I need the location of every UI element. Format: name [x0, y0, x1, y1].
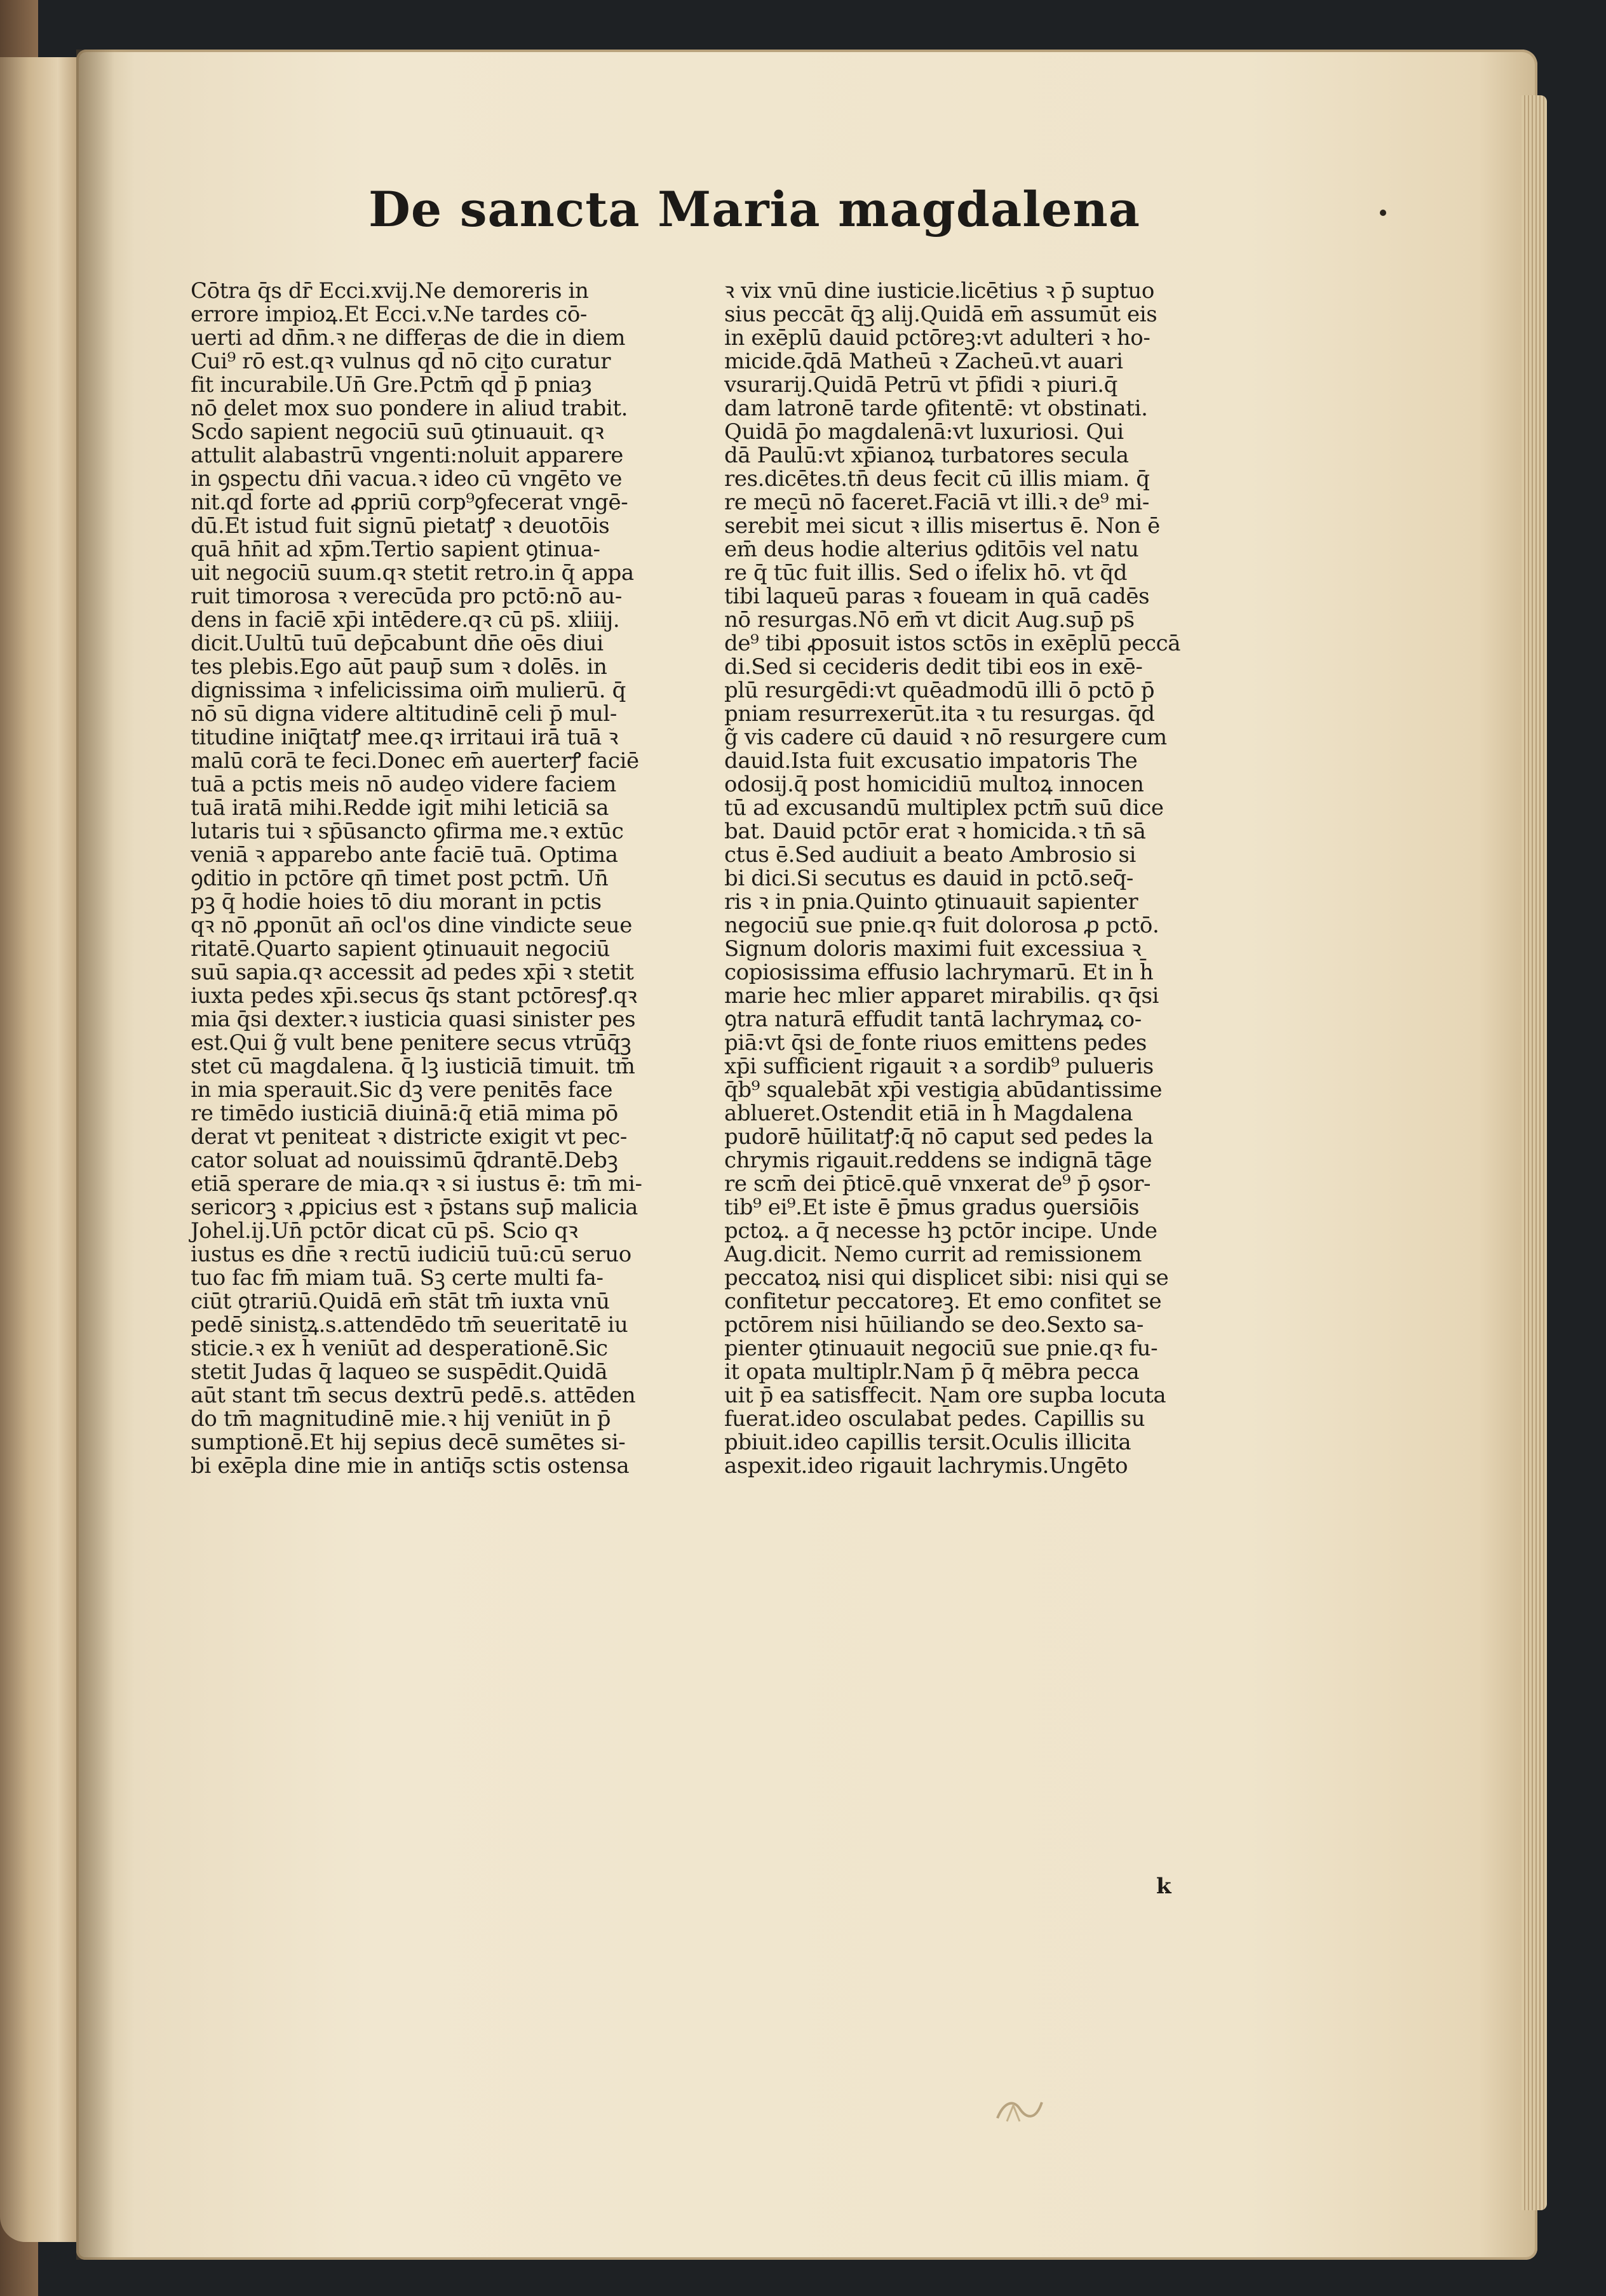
text-line: aspexit.ideo rigauit lachrymis.Ungēto	[724, 1453, 1128, 1479]
text-line: vsurarij.Quidā Petrū vt p̄fidi ꝛ piuri.q̄	[724, 372, 1118, 398]
text-line: cator soluat ad nouissimū q̄drantē.Debꝫ	[191, 1148, 618, 1173]
text-line: sericorꝫ ꝛ ꝓpicius est ꝛ p̄stans sup̄ malicia	[191, 1195, 638, 1220]
text-line: re q̄ tūc fuit illis. Sed o ifelix hō. vt q̄d	[724, 560, 1128, 586]
text-line: pbiuit.ideo capillis tersit.Oculis illicita	[724, 1430, 1131, 1455]
text-line: piā:vt q̄si de fonte riuos emittens pedes	[724, 1030, 1147, 1056]
text-line: peccatoꝝ nisi qui displicet sibi: nisi qui se	[724, 1265, 1169, 1291]
text-line: copiosissima effusio lachrymarū. Et in h̄	[724, 960, 1154, 985]
text-line: pctōrem nisi hūiliando se deo.Sexto sa‑	[724, 1312, 1144, 1338]
text-line: tibi laqueū paras ꝛ foueam in quā cadēs	[724, 584, 1150, 609]
text-line: do tm̄ magnitudinē mie.ꝛ hij veniūt in p̄	[191, 1406, 611, 1432]
text-line: ꝛ vix vnū dine iusticie.licētius ꝛ p̄ suptuo	[724, 278, 1154, 304]
text-line: suū sapia.qꝛ accessit ad pedes xp̄i ꝛ stetit	[191, 960, 634, 985]
stain-mark	[991, 2090, 1048, 2128]
text-column-right	[724, 279, 1232, 1478]
text-line: confitetur peccatoreꝫ. Et emo confitet̄ se	[724, 1289, 1162, 1314]
text-line: Cui⁹ rō est.qꝛ vulnus qd̄ nō cito curatur	[191, 349, 611, 374]
text-line: bi exēpla dine mie in antiq̄s sctis ostensa	[191, 1453, 630, 1479]
text-line: in exēplū dauid pctōreꝫ:vt adulteri ꝛ ho‑	[724, 325, 1151, 351]
text-line: mia q̄si dexter.ꝛ iusticia quasi sinister pes	[191, 1007, 636, 1032]
text-line: attulit alabastrū vngenti:noluit apparere	[191, 443, 624, 468]
text-line: uit negociū suum.qꝛ stetit retro.in q̄ appa	[191, 560, 634, 586]
text-line: iuxta pedes xp̄i.secus q̄s stant pctōresꝭ.qꝛ	[191, 983, 637, 1009]
text-line: Johel.ij.Un̄ pctōr dicat cū ps̄. Scio qꝛ	[191, 1218, 578, 1244]
text-line: tuo fac fm̄ miam tuā. Sꝫ certe multi fa‑	[191, 1265, 604, 1291]
text-line: est.Qui g̃ vult bene penitere secus vtrūq̄ꝫ	[191, 1030, 631, 1056]
text-line: dicit.Uultū tuū dep̄cabunt dn̄e oēs diui	[191, 631, 604, 656]
text-line: de⁹ tibi ꝓposuit istos sctōs in exēplū peccā	[724, 631, 1181, 656]
text-line: ritatē.Quarto sapient ꝯtinuauit negociū	[191, 936, 611, 962]
text-line: pniam resurrexerūt.ita ꝛ tu resurgas. q̄d	[724, 701, 1155, 727]
text-line: malū corā te feci.Donec em̄ auerterꝭ faciē	[191, 748, 639, 774]
text-line: Aug.dicit. Nemo currit ad remissionem	[724, 1242, 1142, 1267]
page-stack-edge	[1522, 95, 1547, 2210]
text-line: iustus es dn̄e ꝛ rectū iudiciū tuū:cū seruo	[191, 1242, 631, 1267]
text-line: derat vt peniteat ꝛ districte exigit vt pec‑	[191, 1124, 627, 1150]
text-line: dauid.Ista fuit excusatio impatoris The	[724, 748, 1138, 774]
text-line: chrymis rigauit.reddens se indignā tāge	[724, 1148, 1152, 1173]
text-line: fit incurabile.Un̄ Gre.Pctm̄ qd̄ p̄ pniaȝ	[191, 372, 592, 398]
text-line: Signum doloris maximi fuit excessiua ꝛ	[724, 936, 1142, 962]
text-line: q̄b⁹ squalebāt xp̄i vestigia abūdantissime	[724, 1077, 1163, 1103]
text-line: re scm̄ dei p̄ticē.quē vnxerat de⁹ p̄ ꝯsor‑	[724, 1171, 1151, 1197]
text-line: pedē sinistꝝ.s.attendēdo tm̄ seueritatē iu	[191, 1312, 628, 1338]
text-line: tib⁹ ei⁹.Et iste ē p̄mus gradus ꝯuersiōis	[724, 1195, 1140, 1220]
text-line: fuerat.ideo osculabat̄ pedes. Capillis su	[724, 1406, 1145, 1432]
facing-page-edge	[0, 57, 83, 2242]
text-line: ruit timorosa ꝛ verecūda pro pctō:nō au‑	[191, 584, 622, 609]
text-line: dū.Et istud fuit signū pietatꝭ ꝛ deuotōis	[191, 513, 610, 539]
text-line: re mecū nō faceret.Faciā vt illi.ꝛ de⁹ mi‑	[724, 490, 1149, 515]
text-line: ꝯditio in pctōre qn̄ timet post pctm̄. Un̄	[191, 866, 609, 891]
text-line: tes plebis.Ego aūt paup̄ sum ꝛ dolēs. in	[191, 654, 607, 680]
text-line: odosij.q̄ post homicidiū multoꝝ innocen	[724, 772, 1144, 797]
text-line: dā Paulū:vt xp̄ianoꝝ turbatores secula	[724, 443, 1129, 468]
text-line: veniā ꝛ apparebo ante faciē tuā. Optima	[191, 842, 618, 868]
text-line: dens in faciē xp̄i intēdere.qꝛ cū ps̄. xliiij.	[191, 607, 620, 633]
ink-dot	[1380, 210, 1386, 216]
text-line: pudorē hūilitatꝭ:q̄ nō caput sed pedes la	[724, 1124, 1154, 1150]
text-line: dignissima ꝛ infelicissima oim̄ mulierū. q̄	[191, 678, 626, 703]
text-line: micide.q̄dā Matheū ꝛ Zacheū.vt auari	[724, 349, 1123, 374]
text-line: lutaris tui ꝛ sp̄ūsancto ꝯfirma me.ꝛ extūc	[191, 819, 624, 844]
signature-mark: k	[1156, 1874, 1171, 1899]
text-line: titudine iniq̄tatꝭ mee.qꝛ irritaui irā tuā ꝛ	[191, 725, 618, 750]
text-line: Scd̄o sapient negociū suū ꝯtinuauit. qꝛ	[191, 419, 604, 445]
text-line: nō resurgas.Nō em̄ vt dicit Aug.sup̄ ps̄	[724, 607, 1135, 633]
text-line: in ꝯspectu dn̄i vacua.ꝛ ideo cū vngēto ve	[191, 466, 623, 492]
text-line: aūt stant tm̄ secus dextrū pedē.s. attēden	[191, 1383, 636, 1408]
text-line: uit p̄ ea satisffecit. Nam ore supba locuta	[724, 1383, 1166, 1408]
text-line: pienter ꝯtinuauit negociū sue pnie.qꝛ fu‑	[724, 1336, 1158, 1361]
text-line: qꝛ nō ꝓponūt an̄ ocl'os dine vindicte seue	[191, 913, 632, 938]
text-line: in mia sperauit.Sic dꝫ vere penitēs face	[191, 1077, 613, 1103]
text-line: Quidā p̄o magdalenā:vt luxuriosi. Qui	[724, 419, 1124, 445]
text-line: xp̄i sufficient̄ rigauit ꝛ a sordib⁹ pulueris	[724, 1054, 1154, 1079]
text-line: errore impioꝝ.Et Ecci.v.Ne tardes cō‑	[191, 302, 588, 327]
text-line: Cōtra q̄s dr̄ Ecci.xvij.Ne demoreris in	[191, 278, 589, 304]
text-line: bi dici.Si secutus es dauid in pctō.seq̄‑	[724, 866, 1134, 891]
text-line: marie hec mlier apparet mirabilis. qꝛ q̄si	[724, 983, 1159, 1009]
gutter-shadow	[76, 50, 114, 2260]
text-line: stetit Judas q̄ laqueo se suspēdit.Quidā	[191, 1359, 608, 1385]
text-line: plū resurgēdi:vt quēadmodū illi ō pctō p̄	[724, 678, 1155, 703]
text-line: etiā sperare de mia.qꝛ ꝛ si iustus ē: tm̄ mi‑	[191, 1171, 642, 1197]
text-line: ablueret.Ostendit etiā in h̄ Magdalena	[724, 1101, 1133, 1126]
text-line: stet cū magdalena. q̄ lꝫ iusticiā timuit. tm̄	[191, 1054, 635, 1079]
text-line: sumptionē.Et hij sepius decē sumētes si‑	[191, 1430, 626, 1455]
text-line: tuā a pctis meis nō audeo videre faciem	[191, 772, 616, 797]
text-line: it opata multiplr.Nam p̄ q̄ mēbra pecca	[724, 1359, 1140, 1385]
text-line: di.Sed si cecideris dedit tibi eos in exē‑	[724, 654, 1143, 680]
text-line: sticie.ꝛ ex h̄ veniūt ad desperationē.Sic	[191, 1336, 608, 1361]
text-line: tuā iratā mihi.Redde igit̄ mihi leticiā sa	[191, 795, 609, 821]
text-line: ciūt ꝯtrariū.Quidā em̄ stāt tm̄ iuxta vnū	[191, 1289, 610, 1314]
text-line: em̄ deus hodie alterius ꝯditōis vel natu	[724, 537, 1139, 562]
text-line: pꝫ q̄ hodie hoies tō diu morant̄ in pctis	[191, 889, 602, 915]
text-line: uerti ad dn̄m.ꝛ ne differas de die in diem	[191, 325, 626, 351]
page-heading: De sancta Maria magdalena	[368, 181, 1140, 238]
text-line: quā hn̄it ad xp̄m.Tertio sapient ꝯtinua‑	[191, 537, 600, 562]
text-line: res.dicētes.tn̄ deus fecit cū illis miam. q̄	[724, 466, 1150, 492]
text-line: dam latronē tarde ꝯfitentē: vt obstinati.	[724, 396, 1148, 421]
text-line: pctoꝝ. a q̄ necesse hꝫ pctōr incipe. Unde	[724, 1218, 1157, 1244]
text-line: negociū sue pnie.qꝛ fuit dolorosa ꝓ pctō.	[724, 913, 1159, 938]
text-line: nō delet mox suo pondere in aliud trabit.	[191, 396, 628, 421]
text-column-left	[191, 279, 699, 1478]
text-line: serebit̄ mei sicut ꝛ illis misertus ē. Non ē	[724, 513, 1160, 539]
text-line: ꝯtra naturā effudit tantā lachrymaꝝ co‑	[724, 1007, 1142, 1032]
text-line: ctus ē.Sed audiuit a beato Ambrosio si	[724, 842, 1136, 868]
text-line: nit.qd̄ forte ad ꝓpriū corp⁹ꝯfecerat vngē‑	[191, 490, 628, 515]
text-line: ris ꝛ in pnia.Quinto ꝯtinuauit sapienter	[724, 889, 1138, 915]
text-line: nō sū digna videre altitudinē celi p̄ mul‑	[191, 701, 617, 727]
text-line: g̃ vis cadere cū dauid ꝛ nō resurgere cum	[724, 725, 1167, 750]
text-line: re timēdo iusticiā diuinā:q̄ etiā mima pō	[191, 1101, 618, 1126]
text-line: bat. Dauid pctōr erat ꝛ homicida.ꝛ tn̄ sā	[724, 819, 1146, 844]
text-line: sius peccāt q̄ꝫ alij.Quidā em̄ assumūt eis	[724, 302, 1157, 327]
text-line: tū ad excusandū multiplex pctm̄ suū dice	[724, 795, 1164, 821]
